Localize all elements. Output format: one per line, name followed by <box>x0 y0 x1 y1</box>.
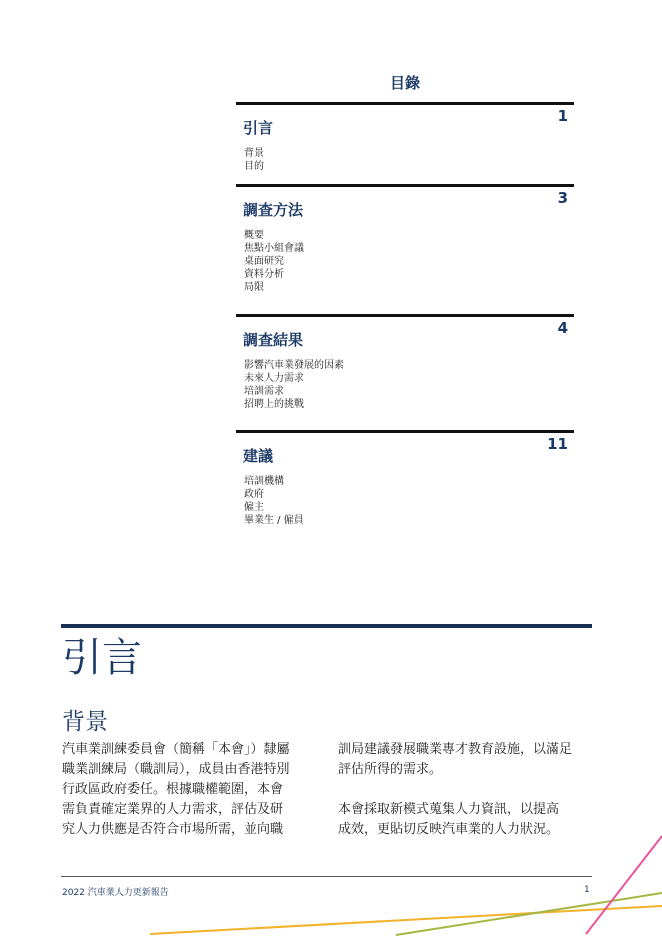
toc-title: 目錄 <box>389 74 420 92</box>
body-line: 需負責確定業界的人力需求，評估及研 <box>62 802 284 817</box>
body-line: 究人力供應是否符合市場所需，並向職 <box>62 822 284 837</box>
decorative-line-pink <box>586 836 662 934</box>
decorative-line-green <box>396 893 662 935</box>
body-line: 成效，更貼切反映汽車業的人力狀況。 <box>338 822 560 837</box>
toc-item[interactable]: 未來人力需求 <box>244 373 304 384</box>
section-heading: 背景 <box>62 709 108 735</box>
body-line: 汽車業訓練委員會（簡稱「本會」）隸屬 <box>62 742 290 757</box>
toc-section-title[interactable]: 建議 <box>243 447 274 465</box>
toc-item[interactable]: 影響汽車業發展的因素 <box>244 360 344 371</box>
toc-item[interactable]: 政府 <box>244 489 264 500</box>
toc-item[interactable]: 桌面研究 <box>244 256 284 267</box>
footer-page-number: 1 <box>584 885 590 895</box>
toc-page-number: 3 <box>557 189 568 207</box>
toc-section-title[interactable]: 調查結果 <box>243 331 304 349</box>
toc-section-title[interactable]: 調查方法 <box>243 201 304 219</box>
toc-item[interactable]: 背景 <box>244 148 264 159</box>
chapter-title: 引言 <box>62 635 142 681</box>
toc-item[interactable]: 培訓機構 <box>244 476 284 487</box>
toc-item[interactable]: 焦點小組會議 <box>244 243 304 254</box>
toc-item[interactable]: 畢業生 / 僱員 <box>244 515 304 526</box>
body-line: 行政區政府委任。根據職權範圍，本會 <box>62 782 284 797</box>
toc-item[interactable]: 招聘上的挑戰 <box>244 399 304 410</box>
body-line: 訓局建議發展職業專才教育設施，以滿足 <box>338 742 573 757</box>
footer-report-title: 2022 汽車業人力更新報告 <box>62 888 169 898</box>
toc-item[interactable]: 資料分析 <box>244 269 284 280</box>
toc-item[interactable]: 目的 <box>244 161 264 172</box>
toc-item[interactable]: 僱主 <box>244 502 264 513</box>
body-line: 職業訓練局（職訓局），成員由香港特別 <box>62 762 290 777</box>
body-line: 本會採取新模式蒐集人力資訊，以提高 <box>338 802 560 817</box>
toc-page-number: 11 <box>547 435 568 453</box>
decorative-line-yellow <box>150 906 662 934</box>
toc-item[interactable]: 概要 <box>244 230 264 241</box>
toc-item[interactable]: 局限 <box>244 282 264 293</box>
toc-page-number: 1 <box>557 107 568 125</box>
toc-page-number: 4 <box>557 319 568 337</box>
body-line: 評估所得的需求。 <box>338 762 443 777</box>
toc-section-title[interactable]: 引言 <box>243 119 274 137</box>
toc-item[interactable]: 培訓需求 <box>244 386 284 397</box>
